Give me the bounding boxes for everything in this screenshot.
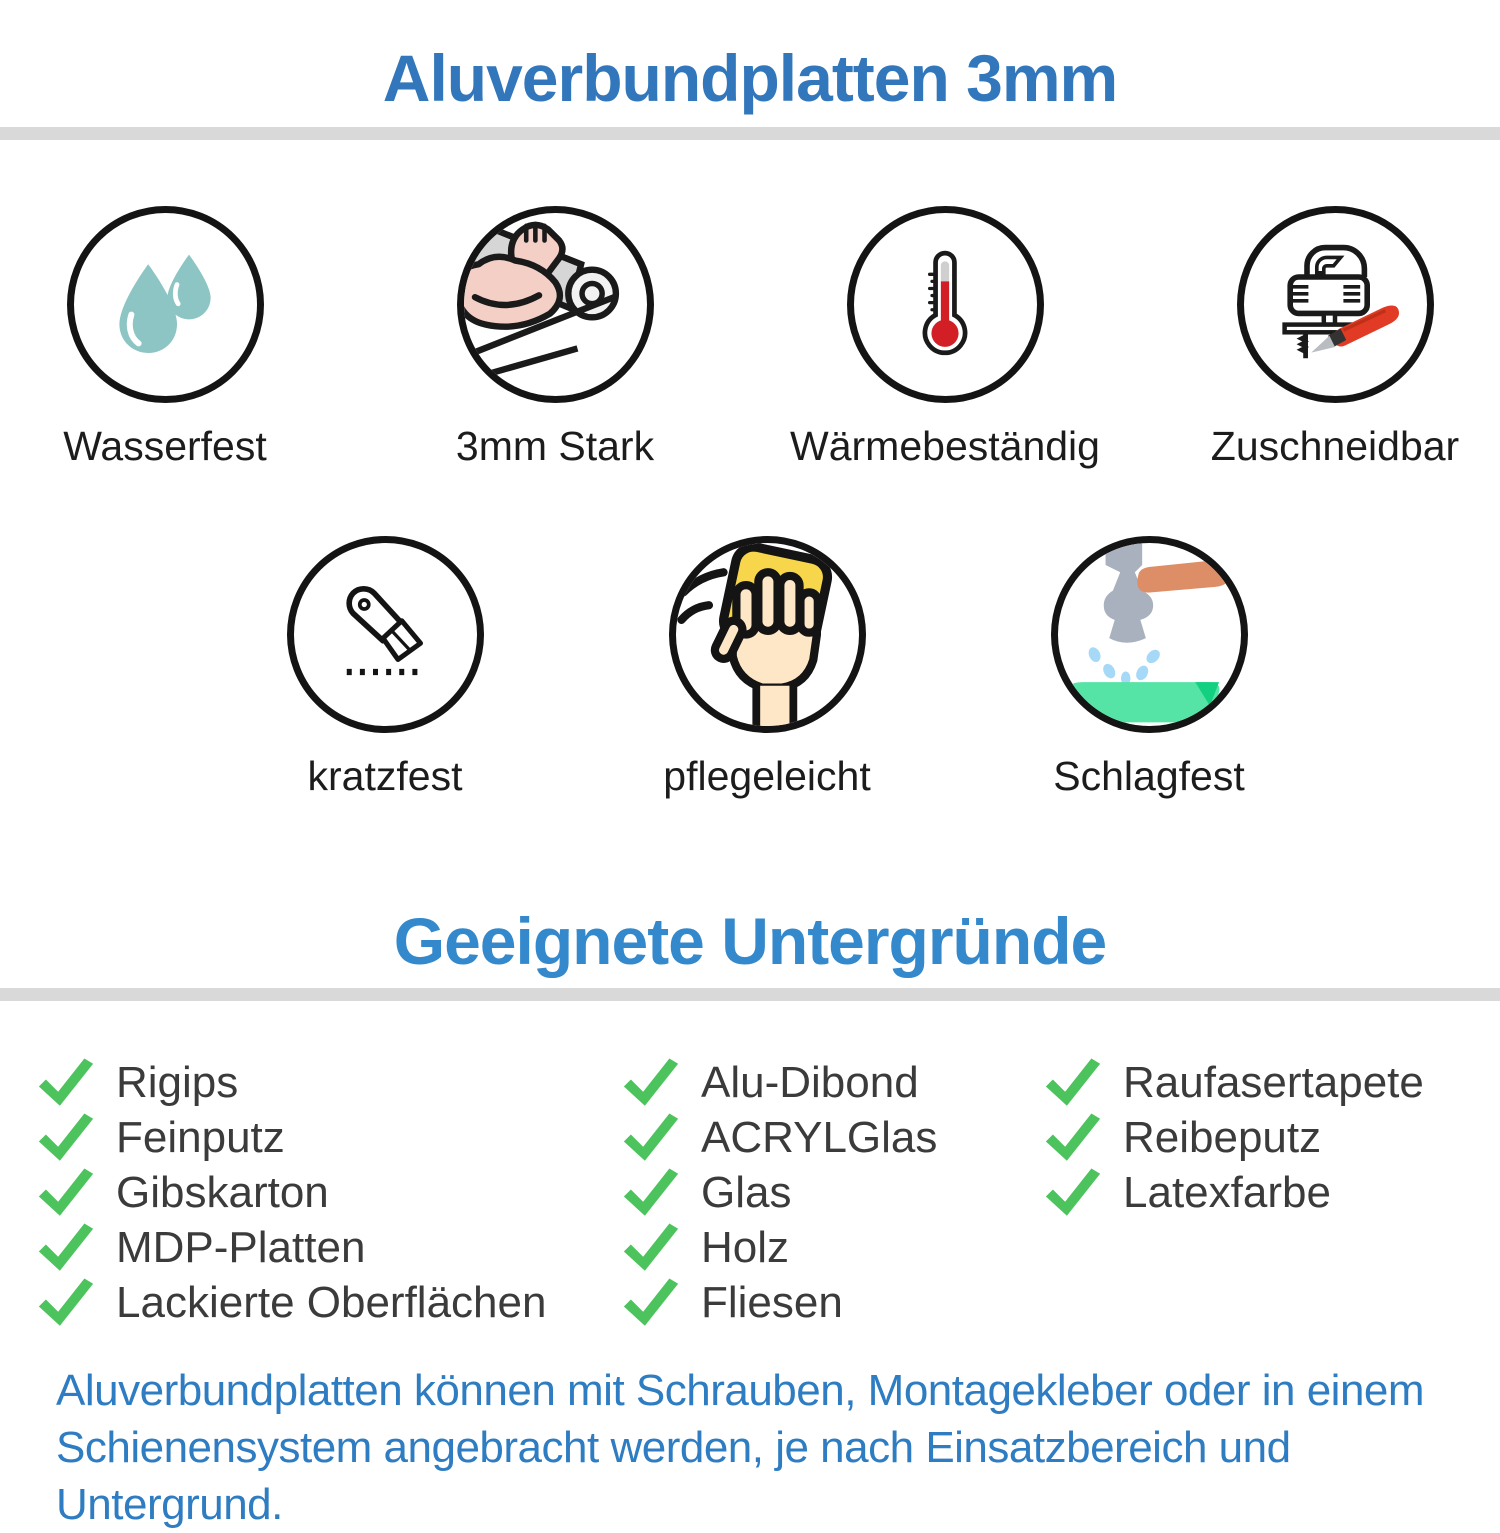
substrate-label: Raufasertapete [1123, 1057, 1424, 1107]
feature-circle [67, 206, 264, 403]
substrate-label: Rigips [116, 1057, 239, 1107]
substrate-label: Gibskarton [116, 1167, 329, 1217]
list-item [623, 1055, 1045, 1110]
feature-label: pflegeleicht [663, 753, 871, 799]
feature-pflegeleicht [617, 536, 917, 800]
feature-wasserfest [55, 206, 275, 470]
feature-label: Zuschneidbar [1210, 423, 1460, 469]
substrate-label: Holz [701, 1222, 790, 1272]
check-icon [1045, 1165, 1101, 1221]
substrate-label: ACRYLGlas [701, 1112, 938, 1162]
page-title: Aluverbundplatten 3mm [382, 41, 1118, 115]
check-icon [623, 1055, 679, 1111]
list-item [1045, 1110, 1485, 1165]
list-item [623, 1275, 1045, 1330]
feature-row-1 [0, 206, 1500, 470]
substrate-label: Reibeputz [1123, 1112, 1322, 1162]
list-item [1045, 1055, 1485, 1110]
utility-knife-icon [323, 572, 448, 697]
substrate-label: MDP-Platten [116, 1222, 366, 1272]
muscle-arm-panel-icon [464, 213, 647, 396]
feature-zuschneidbar [1210, 206, 1460, 470]
substrate-label: Glas [701, 1167, 792, 1217]
substrates-column-3 [1045, 1055, 1485, 1330]
substrate-label: Fliesen [701, 1277, 843, 1327]
feature-label: 3mm Stark [455, 423, 655, 469]
feature-circle [847, 206, 1044, 403]
feature-kratzfest [235, 536, 535, 800]
list-item [1045, 1165, 1485, 1220]
list-item [38, 1110, 623, 1165]
check-icon [38, 1275, 94, 1331]
thermometer-icon [886, 246, 1004, 364]
mounting-note-line: Aluverbundplatten können mit Schrauben, Montagekleber oder in einem [56, 1366, 1425, 1415]
substrates-column-2 [623, 1055, 1045, 1330]
feature-circle [457, 206, 654, 403]
list-item [623, 1110, 1045, 1165]
feature-circle [1237, 206, 1434, 403]
divider-bar [0, 127, 1500, 140]
substrate-label: Alu-Dibond [701, 1057, 919, 1107]
feature-label: Wasserfest [63, 423, 267, 469]
check-icon [623, 1110, 679, 1166]
feature-3mm-stark [445, 206, 665, 470]
check-icon [1045, 1055, 1101, 1111]
hammer-impact-icon [1058, 543, 1241, 726]
list-item [38, 1055, 623, 1110]
check-icon [38, 1055, 94, 1111]
feature-label: kratzfest [307, 753, 463, 799]
substrate-label: Lackierte Oberflächen [116, 1277, 547, 1327]
list-item [38, 1275, 623, 1330]
check-icon [1045, 1110, 1101, 1166]
feature-label: Wärmebeständig [790, 423, 1100, 469]
section-title-untergruende: Geeignete Untergründe [393, 904, 1107, 978]
water-drops-icon [105, 245, 225, 365]
check-icon [38, 1165, 94, 1221]
jigsaw-cutter-icon [1265, 235, 1405, 375]
check-icon [38, 1110, 94, 1166]
cleaning-hand-cloth-icon [676, 543, 859, 726]
substrate-label: Latexfarbe [1123, 1167, 1331, 1217]
check-icon [38, 1220, 94, 1276]
feature-circle [287, 536, 484, 733]
mounting-note [0, 1362, 1500, 1533]
check-icon [623, 1275, 679, 1331]
substrates-column-1 [38, 1055, 623, 1330]
list-item [623, 1220, 1045, 1275]
list-item [623, 1165, 1045, 1220]
feature-waermebestaendig [790, 206, 1100, 470]
feature-schlagfest [999, 536, 1299, 800]
feature-label: Schlagfest [1053, 753, 1245, 799]
feature-circle [1051, 536, 1248, 733]
substrates-list [0, 1055, 1500, 1330]
feature-circle [669, 536, 866, 733]
list-item [38, 1165, 623, 1220]
list-item [38, 1220, 623, 1275]
feature-row-2 [0, 536, 1500, 800]
check-icon [623, 1220, 679, 1276]
divider-bar [0, 988, 1500, 1001]
check-icon [623, 1165, 679, 1221]
mounting-note-line: Schienensystem angebracht werden, je nach Einsatzbereich und Untergrund. [56, 1423, 1291, 1529]
substrate-label: Feinputz [116, 1112, 285, 1162]
